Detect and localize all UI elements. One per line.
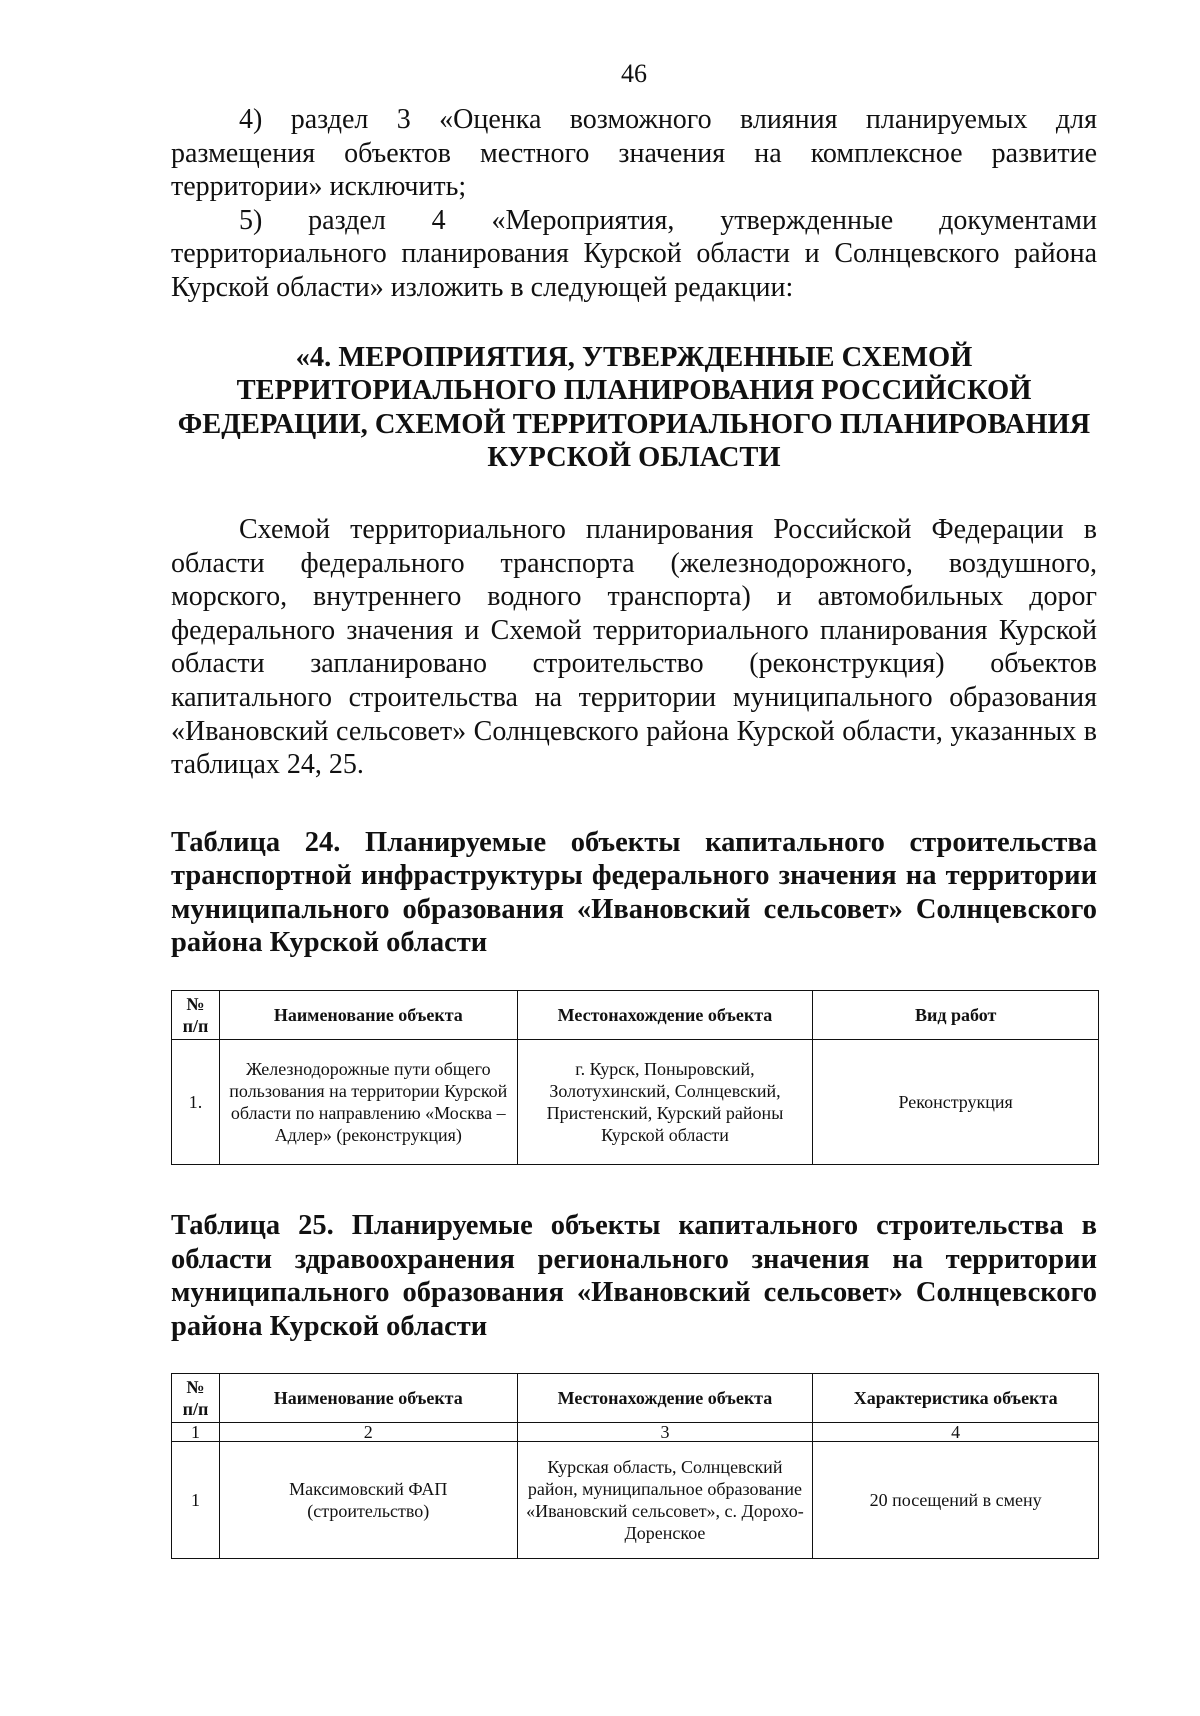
cell-characteristic: 20 посещений в смену	[813, 1442, 1099, 1559]
page-content	[171, 103, 1097, 1559]
header-number: № п/п	[172, 1374, 220, 1423]
header-location: Местонахождение объекта	[517, 1374, 813, 1423]
cell-name: Максимовский ФАП (строительство)	[219, 1442, 517, 1559]
table-25-caption: Таблица 25. Планируемые объекты капитального строительства в области здравоохранения регионального значения на территории муниципального образования «Ивановский сельсовет» Солнцевского района Курской области	[171, 1210, 1097, 1342]
table-24	[171, 990, 1099, 1165]
cell-work-type: Реконструкция	[813, 1040, 1099, 1165]
table-row	[172, 1040, 1099, 1165]
column-number-row	[172, 1423, 1099, 1442]
header-name: Наименование объекта	[219, 991, 517, 1040]
column-number: 1	[172, 1423, 220, 1442]
header-work-type: Вид работ	[813, 991, 1099, 1040]
paragraph-item-4: 4) раздел 3 «Оценка возможного влияния планируемых для размещения объектов местного значения на комплексное развитие территории» исключить;	[171, 104, 1097, 203]
cell-location: г. Курск, Поныровский, Золотухинский, Солнцевский, Пристенский, Курский районы Курской области	[517, 1040, 813, 1165]
page-number: 46	[621, 59, 647, 88]
column-number: 4	[813, 1423, 1099, 1442]
header-location: Местонахождение объекта	[517, 991, 813, 1040]
table-row	[172, 1442, 1099, 1559]
table-header-row	[172, 1374, 1099, 1423]
header-characteristic: Характеристика объекта	[813, 1374, 1099, 1423]
section-title: «4. МЕРОПРИЯТИЯ, УТВЕРЖДЕННЫЕ СХЕМОЙ ТЕРРИТОРИАЛЬНОГО ПЛАНИРОВАНИЯ РОССИЙСКОЙ ФЕДЕРАЦИИ, СХЕМОЙ ТЕРРИТОРИАЛЬНОГО ПЛАНИРОВАНИЯ КУРСКОЙ ОБЛАСТИ	[177, 341, 1091, 474]
cell-location: Курская область, Солнцевский район, муниципальное образование «Ивановский сельсовет», с. Дорохо-Доренское	[517, 1442, 813, 1559]
header-name: Наименование объекта	[219, 1374, 517, 1423]
intro-paragraph: Схемой территориального планирования Российской Федерации в области федерального транспорта (железнодорожного, воздушного, морского, внутреннего водного транспорта) и автомобильных дорог федерального значения и Схемой территориального планирования Курской области запланировано строительство (реконструкция) объектов капитального строительства на территории муниципального образования «Ивановский сельсовет» Солнцевского района Курской области, указанных в таблицах 24, 25.	[171, 513, 1097, 781]
cell-number: 1.	[172, 1040, 220, 1165]
table-header-row	[172, 991, 1099, 1040]
cell-name: Железнодорожные пути общего пользования на территории Курской области по направлению «Москва – Адлер» (реконструкция)	[219, 1040, 517, 1165]
cell-number: 1	[172, 1442, 220, 1559]
paragraph-item-5: 5) раздел 4 «Мероприятия, утвержденные документами территориального планирования Курской области и Солнцевского района Курской области» изложить в следующей редакции:	[171, 204, 1097, 303]
column-number: 2	[219, 1423, 517, 1442]
table-25	[171, 1373, 1099, 1559]
header-number: № п/п	[172, 991, 220, 1040]
column-number: 3	[517, 1423, 813, 1442]
table-24-caption: Таблица 24. Планируемые объекты капитального строительства транспортной инфраструктуры федерального значения на территории муниципального образования «Ивановский сельсовет» Солнцевского района Курской области	[171, 826, 1097, 959]
